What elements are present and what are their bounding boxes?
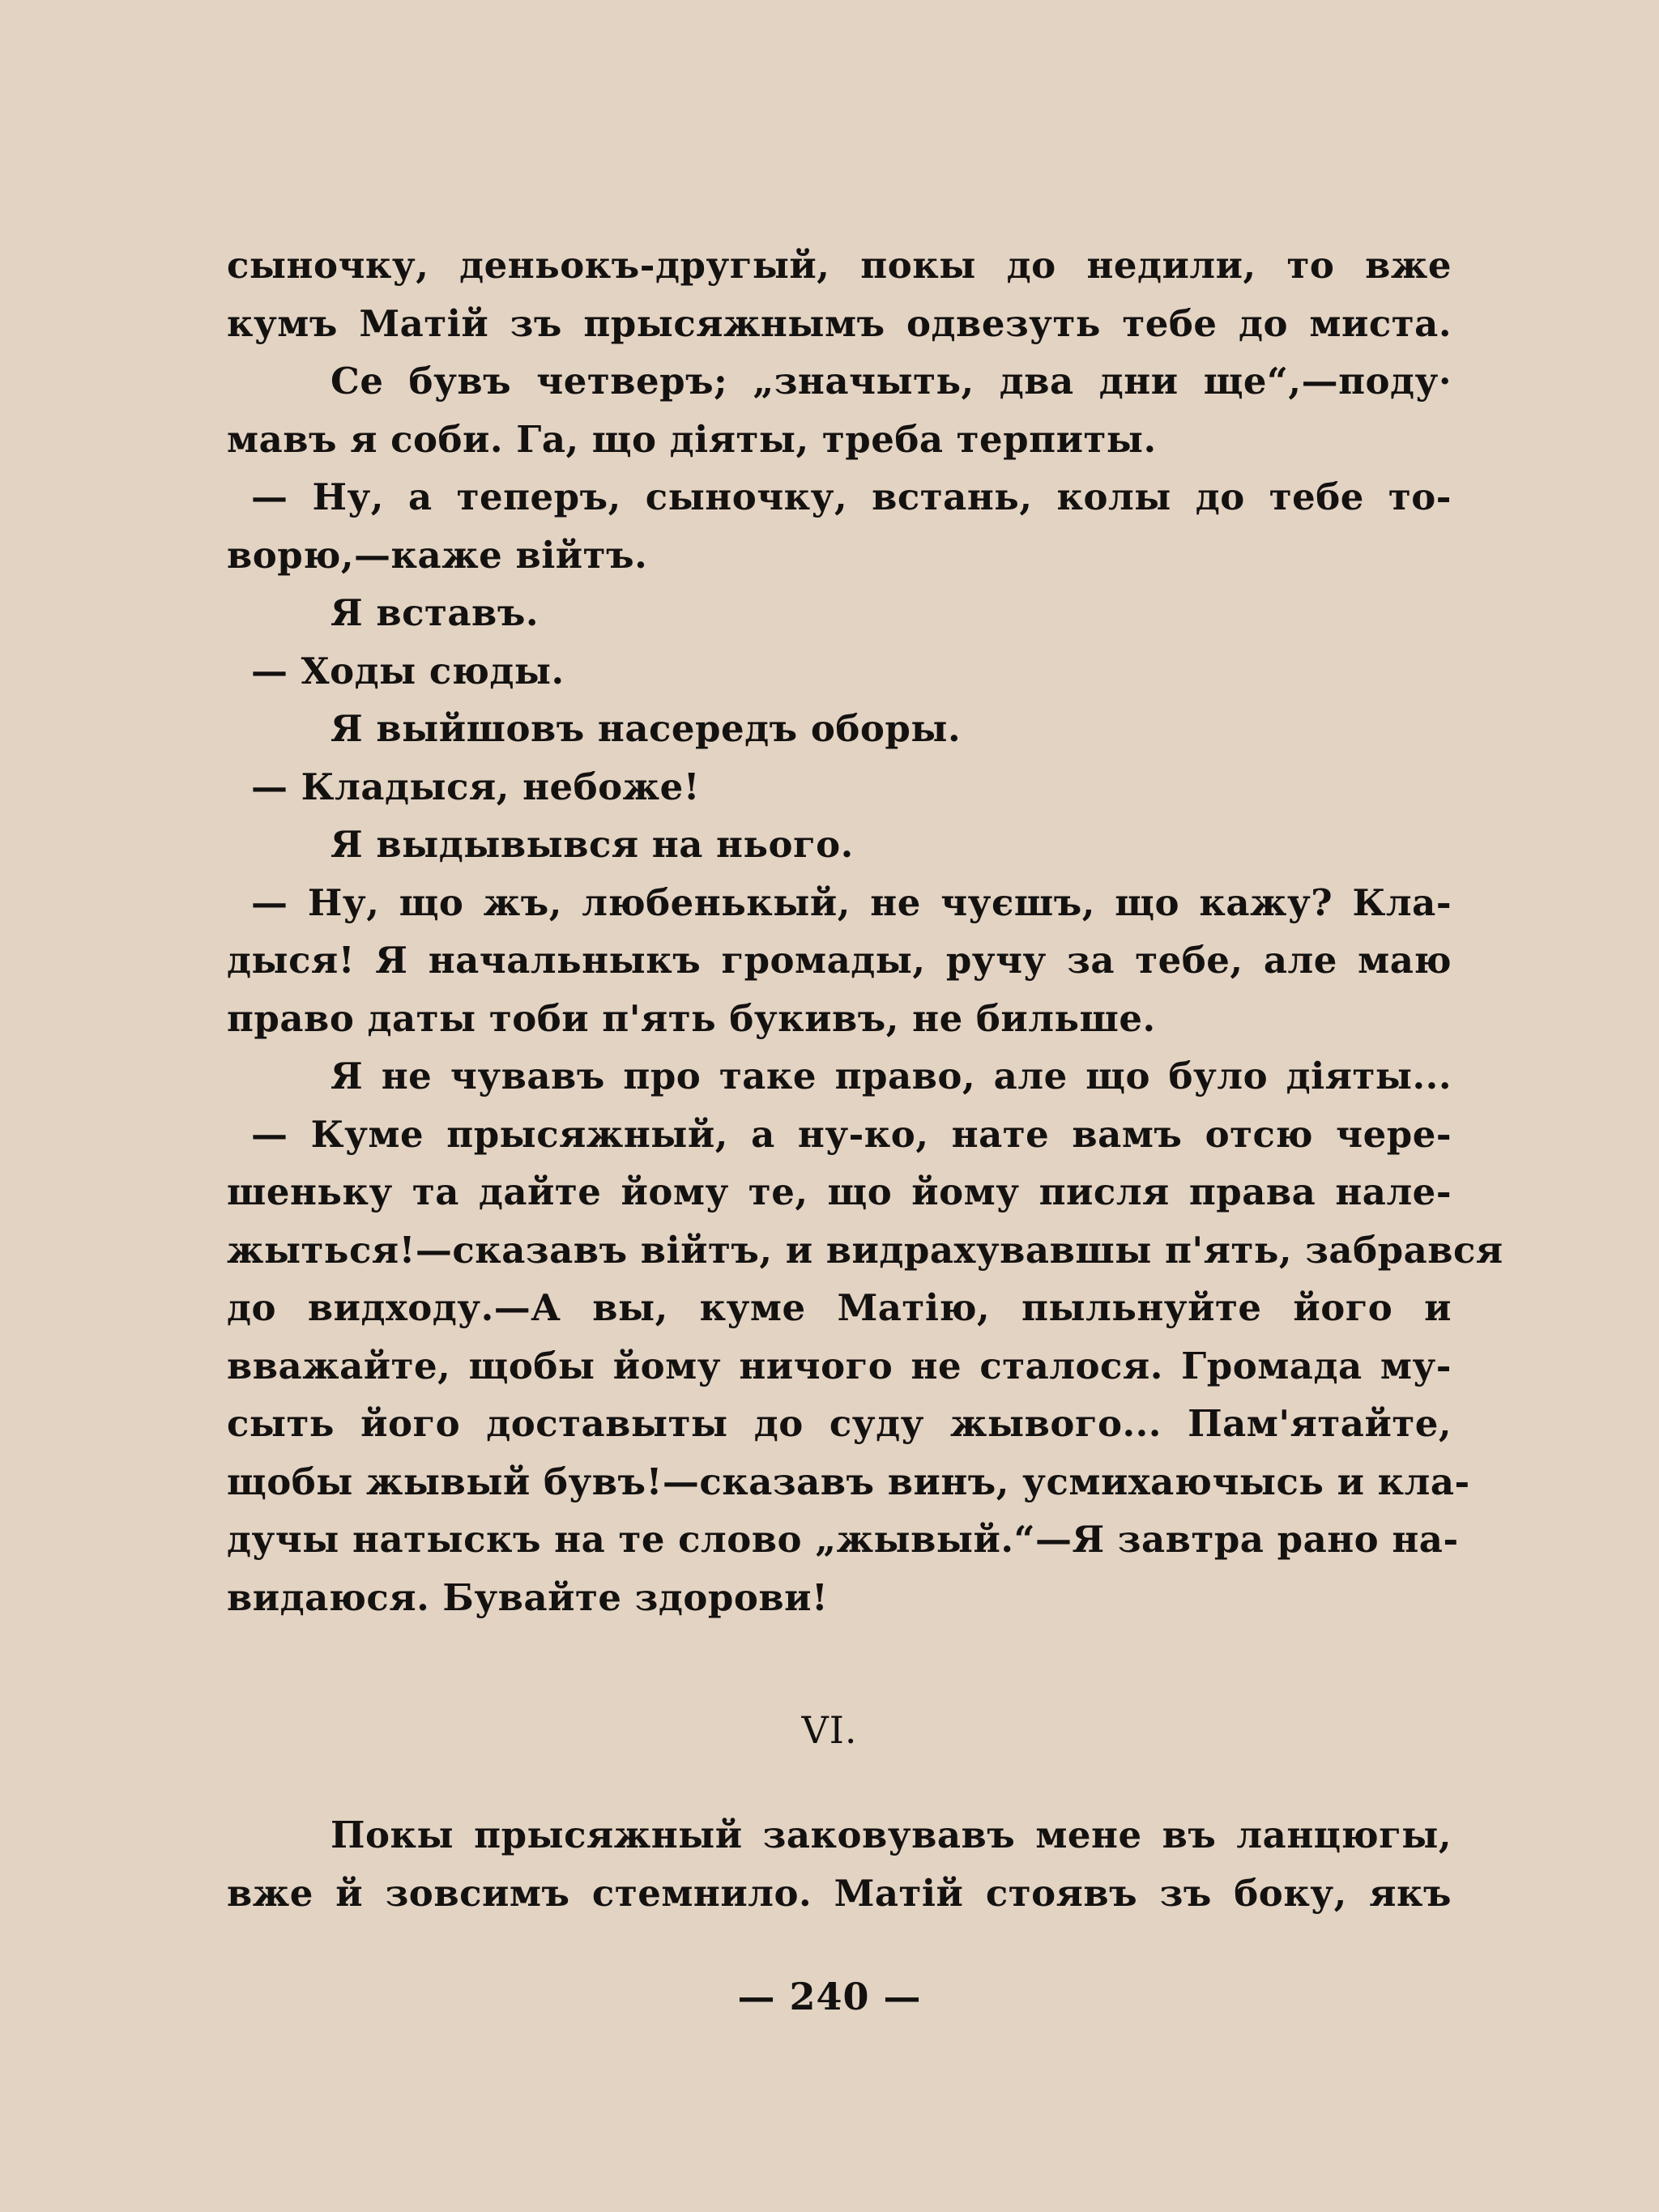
- text-line: Покы прысяжный заковувавъ мене въ ланцюгы,: [331, 1813, 1452, 1856]
- text-line: сыть його доставыты до суду жывого... Пам'ятайте,: [227, 1402, 1452, 1445]
- text-line: шеньку та дайте йому те, що йому писля права нале-: [227, 1170, 1452, 1213]
- text-line: Я не чувавъ про таке право, але що було діяты...: [331, 1055, 1452, 1097]
- text-line: щобы жывый бувъ!—сказавъ винъ, усмихаючысь и кла-: [227, 1460, 1470, 1503]
- text-line: ворю,—каже війтъ.: [227, 533, 648, 577]
- chapter-heading: VI.: [801, 1708, 858, 1752]
- text-line: до видходу.—А вы, куме Матію, пыльнуйте його и: [227, 1286, 1452, 1329]
- text-line: Я вставъ.: [331, 591, 539, 634]
- text-line: Я выдывывся на нього.: [331, 823, 854, 866]
- text-line: дучы натыскъ на те слово „жывый.“—Я завтра рано на-: [227, 1518, 1459, 1561]
- text-line: сыночку, деньокъ-другый, покы до недили, то вже: [227, 244, 1452, 287]
- text-line: право даты тоби п'ять букивъ, не бильше.: [227, 996, 1156, 1040]
- page-number: — 240 —: [737, 1975, 922, 2018]
- text-line: — Ходы сюды.: [251, 649, 565, 693]
- text-line: кумъ Матій зъ прысяжнымъ одвезуть тебе до миста.: [227, 301, 1452, 345]
- text-line: — Куме прысяжный, а ну-ко, нате вамъ отсю чере-: [251, 1112, 1452, 1156]
- text-line: жыться!—сказавъ війтъ, и видрахувавшы п'ять, забрався: [227, 1228, 1503, 1272]
- text-line: мавъ я соби. Га, що діяты, треба терпиты.: [227, 417, 1157, 461]
- text-line: вже й зовсимъ стемнило. Матій стоявъ зъ боку, якъ: [227, 1871, 1452, 1915]
- main-text-block: [227, 237, 1503, 1626]
- text-line: дыся! Я начальныкъ громады, ручу за тебе, але маю: [227, 939, 1452, 982]
- text-line: видаюся. Бувайте здорови!: [227, 1575, 829, 1619]
- text-line: — Ну, що жъ, любенькый, не чуєшъ, що кажу? Кла-: [251, 880, 1452, 924]
- text-line: Я выйшовъ насередъ оборы.: [331, 707, 962, 750]
- text-line: вважайте, щобы йому ничого не сталося. Громада му-: [227, 1344, 1452, 1387]
- text-line: Се бувъ четверъ; „значыть, два дни ще“,—поду·: [331, 360, 1452, 403]
- text-line: — Кладыся, небоже!: [251, 765, 700, 808]
- text-line: — Ну, а теперъ, сыночку, встань, колы до тебе то-: [251, 475, 1452, 518]
- chapter-text-block: [227, 1806, 1452, 1922]
